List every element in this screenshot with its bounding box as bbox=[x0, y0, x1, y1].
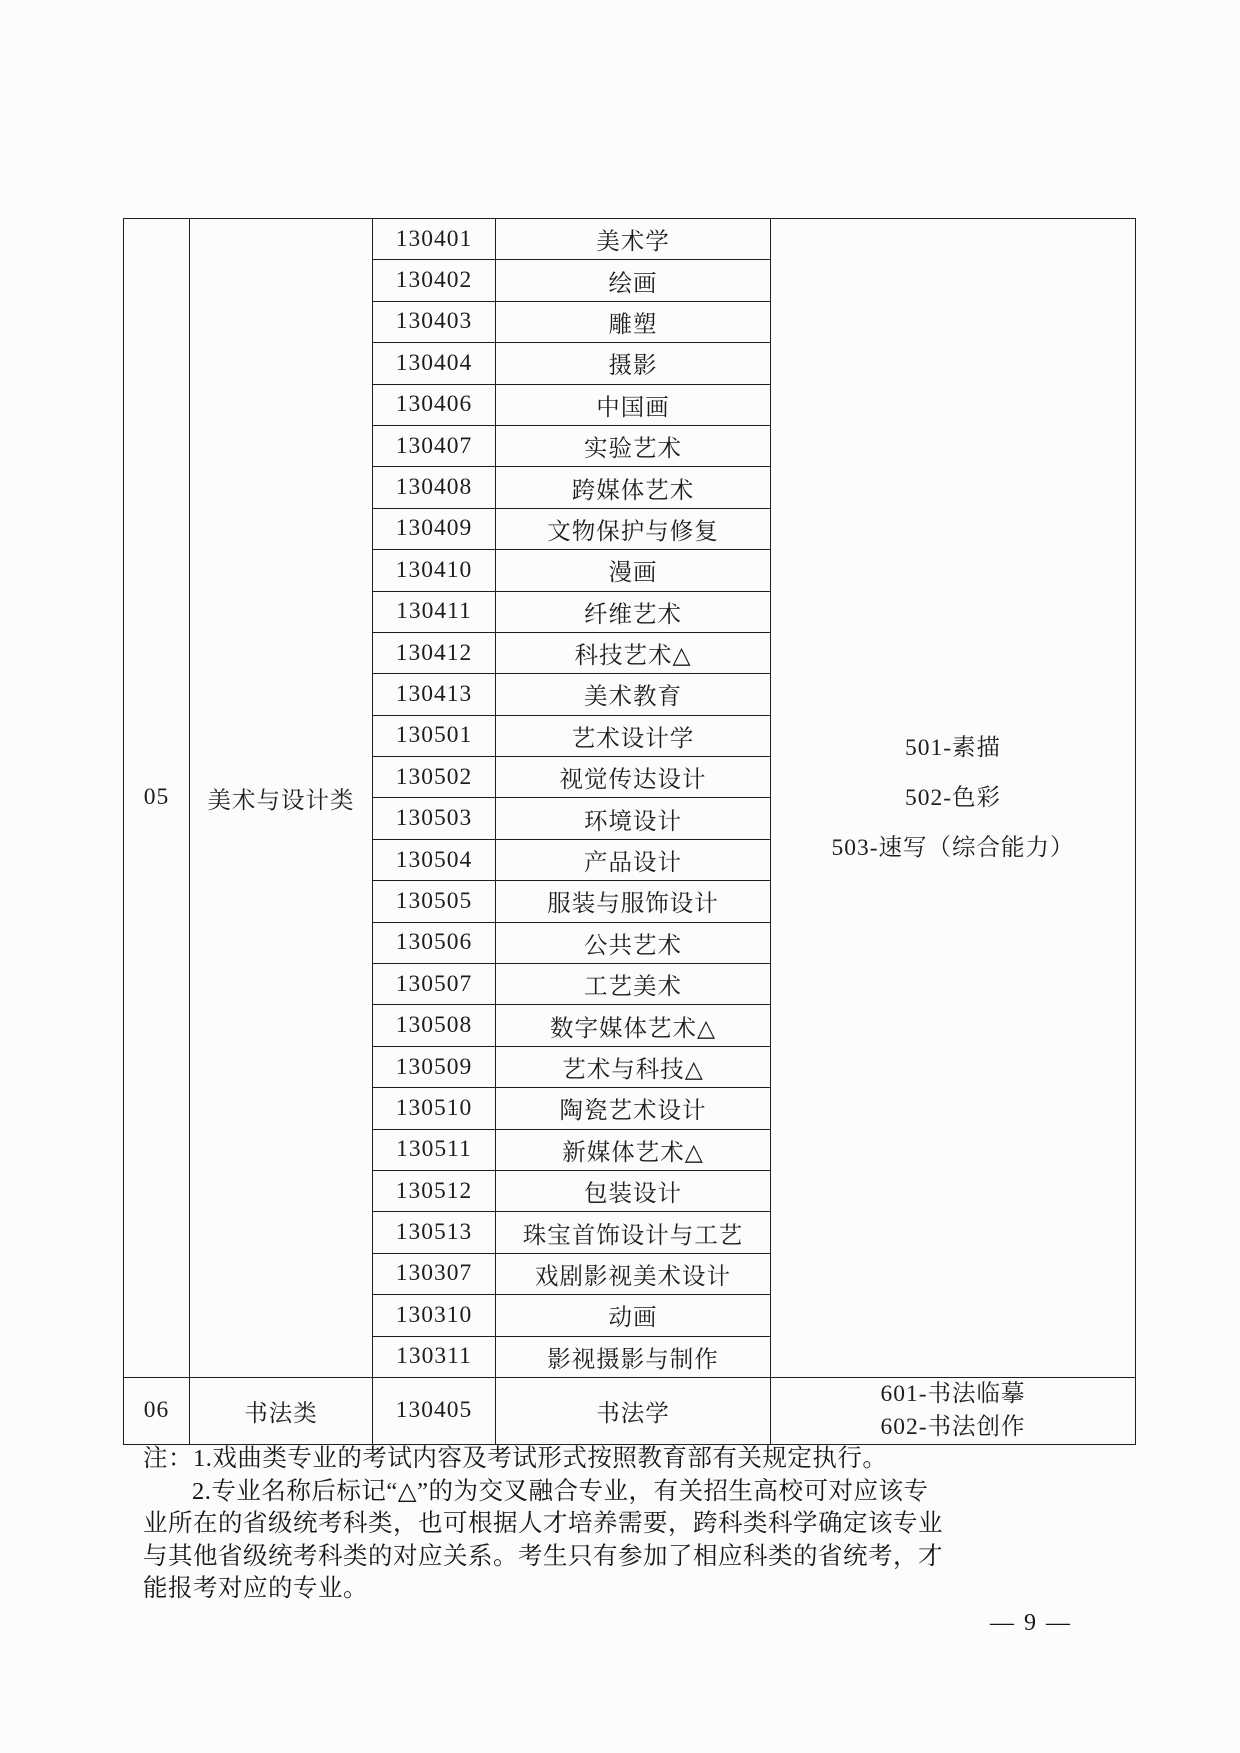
cell-major-code: 130311 bbox=[373, 1336, 496, 1377]
cell-major-code: 130407 bbox=[373, 425, 496, 466]
cell-category: 书法类 bbox=[190, 1377, 373, 1444]
page-number: — 9 — bbox=[990, 1610, 1072, 1636]
cell-major-name: 工艺美术 bbox=[496, 964, 771, 1005]
cell-major-code: 130408 bbox=[373, 467, 496, 508]
cell-major-name: 影视摄影与制作 bbox=[496, 1336, 771, 1377]
cell-major-name: 摄影 bbox=[496, 343, 771, 384]
cell-major-code: 130409 bbox=[373, 508, 496, 549]
cell-major-name: 美术教育 bbox=[496, 674, 771, 715]
cell-major-code: 130310 bbox=[373, 1295, 496, 1336]
note-line: 注：1.戏曲类专业的考试内容及考试形式按照教育部有关规定执行。 bbox=[143, 1445, 888, 1472]
cell-major-code: 130509 bbox=[373, 1046, 496, 1087]
cell-major-name: 陶瓷艺术设计 bbox=[496, 1088, 771, 1129]
cell-major-code: 130513 bbox=[373, 1212, 496, 1253]
cell-major-name: 纤维艺术 bbox=[496, 591, 771, 632]
exam-subject: 503-速写（综合能力） bbox=[831, 834, 1075, 861]
cell-major-name: 科技艺术△ bbox=[496, 632, 771, 673]
cell-major-code: 130504 bbox=[373, 839, 496, 880]
cell-major-code: 130402 bbox=[373, 260, 496, 301]
cell-exam-subjects bbox=[771, 219, 1136, 1378]
cell-major-name: 动画 bbox=[496, 1295, 771, 1336]
cell-major-name: 绘画 bbox=[496, 260, 771, 301]
cell-major-code: 130413 bbox=[373, 674, 496, 715]
cell-major-name: 书法学 bbox=[496, 1377, 771, 1444]
cell-major-code: 130512 bbox=[373, 1170, 496, 1211]
cell-major-name: 艺术设计学 bbox=[496, 715, 771, 756]
cell-category: 美术与设计类 bbox=[190, 219, 373, 1378]
cell-major-name: 产品设计 bbox=[496, 839, 771, 880]
cell-major-name: 雕塑 bbox=[496, 301, 771, 342]
majors-table bbox=[123, 218, 1136, 1445]
cell-major-name: 珠宝首饰设计与工艺 bbox=[496, 1212, 771, 1253]
table-row bbox=[124, 219, 1136, 260]
cell-major-code: 130411 bbox=[373, 591, 496, 632]
cell-major-name: 数字媒体艺术△ bbox=[496, 1005, 771, 1046]
cell-major-name: 服装与服饰设计 bbox=[496, 881, 771, 922]
cell-group-no: 06 bbox=[124, 1377, 190, 1444]
cell-major-code: 130410 bbox=[373, 550, 496, 591]
note-line: 与其他省级统考科类的对应关系。考生只有参加了相应科类的省统考，才 bbox=[143, 1542, 943, 1570]
exam-subject: 502-色彩 bbox=[904, 784, 1002, 811]
table-row bbox=[124, 1377, 1136, 1444]
cell-major-code: 130501 bbox=[373, 715, 496, 756]
cell-major-name: 美术学 bbox=[496, 219, 771, 260]
cell-major-code: 130403 bbox=[373, 301, 496, 342]
cell-major-code: 130401 bbox=[373, 219, 496, 260]
cell-major-code: 130503 bbox=[373, 798, 496, 839]
exam-subject: 501-素描 bbox=[904, 734, 1002, 761]
exam-subject: 602-书法创作 bbox=[880, 1413, 1026, 1440]
notes bbox=[143, 1443, 1128, 1606]
cell-major-name: 实验艺术 bbox=[496, 425, 771, 466]
cell-major-code: 130511 bbox=[373, 1129, 496, 1170]
cell-major-code: 130505 bbox=[373, 881, 496, 922]
cell-major-code: 130405 bbox=[373, 1377, 496, 1444]
cell-major-name: 艺术与科技△ bbox=[496, 1046, 771, 1087]
cell-major-code: 130510 bbox=[373, 1088, 496, 1129]
cell-major-name: 漫画 bbox=[496, 550, 771, 591]
note-line: 业所在的省级统考科类，也可根据人才培养需要，跨科类科学确定该专业 bbox=[143, 1510, 943, 1537]
exam-subject: 601-书法临摹 bbox=[880, 1380, 1026, 1407]
cell-major-name: 戏剧影视美术设计 bbox=[496, 1253, 771, 1294]
cell-exam-subjects bbox=[771, 1377, 1136, 1444]
cell-major-name: 新媒体艺术△ bbox=[496, 1129, 771, 1170]
cell-major-name: 环境设计 bbox=[496, 798, 771, 839]
cell-major-code: 130307 bbox=[373, 1253, 496, 1294]
cell-major-name: 公共艺术 bbox=[496, 922, 771, 963]
cell-major-code: 130412 bbox=[373, 632, 496, 673]
cell-major-code: 130406 bbox=[373, 384, 496, 425]
note-line: 2.专业名称后标记“△”的为交叉融合专业，有关招生高校可对应该专 bbox=[192, 1477, 929, 1505]
cell-major-code: 130508 bbox=[373, 1005, 496, 1046]
cell-major-code: 130404 bbox=[373, 343, 496, 384]
cell-major-code: 130507 bbox=[373, 964, 496, 1005]
cell-major-name: 视觉传达设计 bbox=[496, 757, 771, 798]
cell-group-no: 05 bbox=[124, 219, 190, 1378]
note-line: 能报考对应的专业。 bbox=[143, 1575, 368, 1602]
cell-major-code: 130502 bbox=[373, 757, 496, 798]
cell-major-name: 文物保护与修复 bbox=[496, 508, 771, 549]
cell-major-name: 包装设计 bbox=[496, 1170, 771, 1211]
cell-major-code: 130506 bbox=[373, 922, 496, 963]
cell-major-name: 跨媒体艺术 bbox=[496, 467, 771, 508]
cell-major-name: 中国画 bbox=[496, 384, 771, 425]
